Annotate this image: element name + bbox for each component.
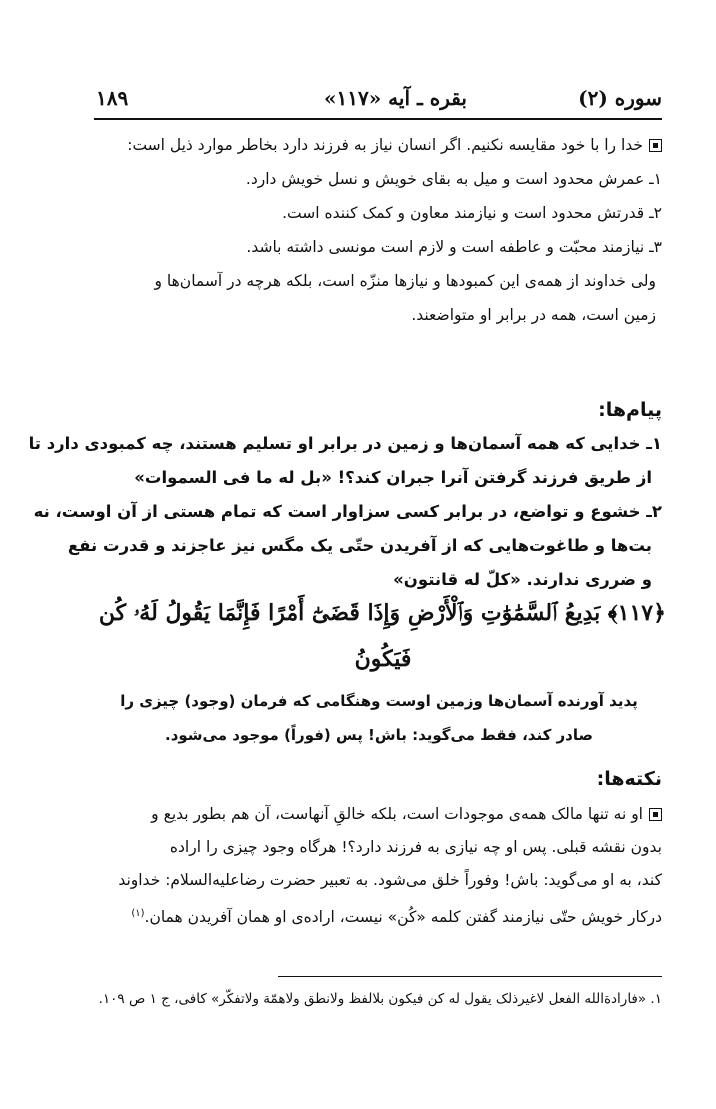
quran-verse bbox=[100, 590, 666, 682]
note-line: او نه تنها مالک همه‌ى موجودات است، بلكه خالقِ آنهاست، آن هم بطور بديع و bbox=[96, 798, 662, 831]
translation-line: صادر كند، فقط مى‌گويد: باش! پس (فوراً) موجود مى‌شود. bbox=[165, 726, 593, 744]
verse-line: فَيَكُونُ bbox=[354, 646, 412, 672]
note-line: كند، به او مى‌گويد: باش! وفوراً خلق مى‌شود. به تعبير حضرت رضاعليه‌السلام: خداوند bbox=[118, 871, 662, 889]
page-header bbox=[96, 86, 662, 116]
page-number: ۱۸۹ bbox=[96, 86, 129, 110]
verse-translation bbox=[96, 684, 662, 752]
notes-paragraph bbox=[96, 798, 662, 934]
intro-line: زمين است، همه در برابر او متواضعند. bbox=[411, 306, 656, 324]
message-line: و ضررى ندارند. «كلّ له قانتون» bbox=[393, 570, 652, 589]
intro-paragraph bbox=[96, 128, 662, 332]
note-line: دركار خويش حتّى نيازمند گفتن كلمه «كُن» نيست، اراده‌ى او همان آفريدن همان.$^{(۱)}$ bbox=[131, 908, 662, 927]
footnote-ref: (۱) bbox=[131, 908, 145, 919]
surah-label: سوره (۲) bbox=[578, 86, 662, 110]
header-rule bbox=[94, 118, 662, 120]
intro-line: ۳ـ نيازمند محبّت و عاطفه است و لازم است مونسى داشته باشد. bbox=[246, 238, 662, 256]
messages-section bbox=[28, 393, 662, 597]
message-line: بت‌ها و طاغوت‌هايى كه از آفريدن حتّى يک مگس نيز عاجزند و قدرت نفع bbox=[67, 536, 652, 555]
message-line: ۲ـ خشوع و تواضع، در برابر كسى سزاوار است كه تمام هستى از آن اوست، نه bbox=[33, 502, 662, 521]
bullet-square-icon bbox=[649, 139, 662, 152]
verse-line: ﴿۱۱۷﴾ بَدِيعُ ٱلسَّمَٰوَٰتِ وَٱلْأَرْضِ وَإِذَا قَضَىٰٓ أَمْرًا فَإِنَّمَا يَقُولُ لَهُۥ كُن bbox=[98, 600, 666, 626]
footnote-rule bbox=[278, 976, 662, 977]
messages-title: پيام‌ها: bbox=[598, 399, 662, 421]
bullet-square-icon bbox=[649, 808, 662, 821]
footnote-text: ۱. «فارادةالله الفعل لاغيرذلک يقول له كن فيكون بلالفظ ولانطق ولاهمّة ولاتفكّر» كافى، ج ۱ ص ۱۰۹. bbox=[98, 991, 662, 1007]
note-line: بدون نقشه قبلى. پس او چه نيازى به فرزند دارد؟! هرگاه وجود چيزى را اراده bbox=[169, 838, 662, 856]
ayah-label: بقره ـ آيه «۱۱۷» bbox=[323, 86, 467, 110]
notes-title: نكته‌ها: bbox=[596, 768, 662, 790]
translation-line: پديد آورنده آسمان‌ها وزمين اوست وهنگامى كه فرمان (وجود) چيزى را bbox=[120, 692, 638, 710]
intro-line: ۲ـ قدرتش محدود است و نيازمند معاون و كمک كننده است. bbox=[282, 204, 662, 222]
message-line: ۱ـ خدايى كه همه آسمان‌ها و زمين در برابر او تسليم هستند، چه كمبودى دارد تا bbox=[28, 434, 662, 453]
message-line: از طريق فرزند گرفتن آنرا جبران كند؟! «بل له ما فى السموات» bbox=[134, 468, 652, 487]
intro-line: ولى خداوند از همه‌ى اين كمبودها و نيازها منزّه است، بلكه هرچه در آسمان‌ها و bbox=[154, 272, 656, 290]
intro-line: ۱ـ عمرش محدود است و ميل به بقاى خويش و نسل خويش دارد. bbox=[245, 170, 662, 188]
intro-line: خدا را با خود مقايسه نكنيم. اگر انسان نياز به فرزند دارد بخاطر موارد ذيل است: bbox=[96, 128, 662, 162]
